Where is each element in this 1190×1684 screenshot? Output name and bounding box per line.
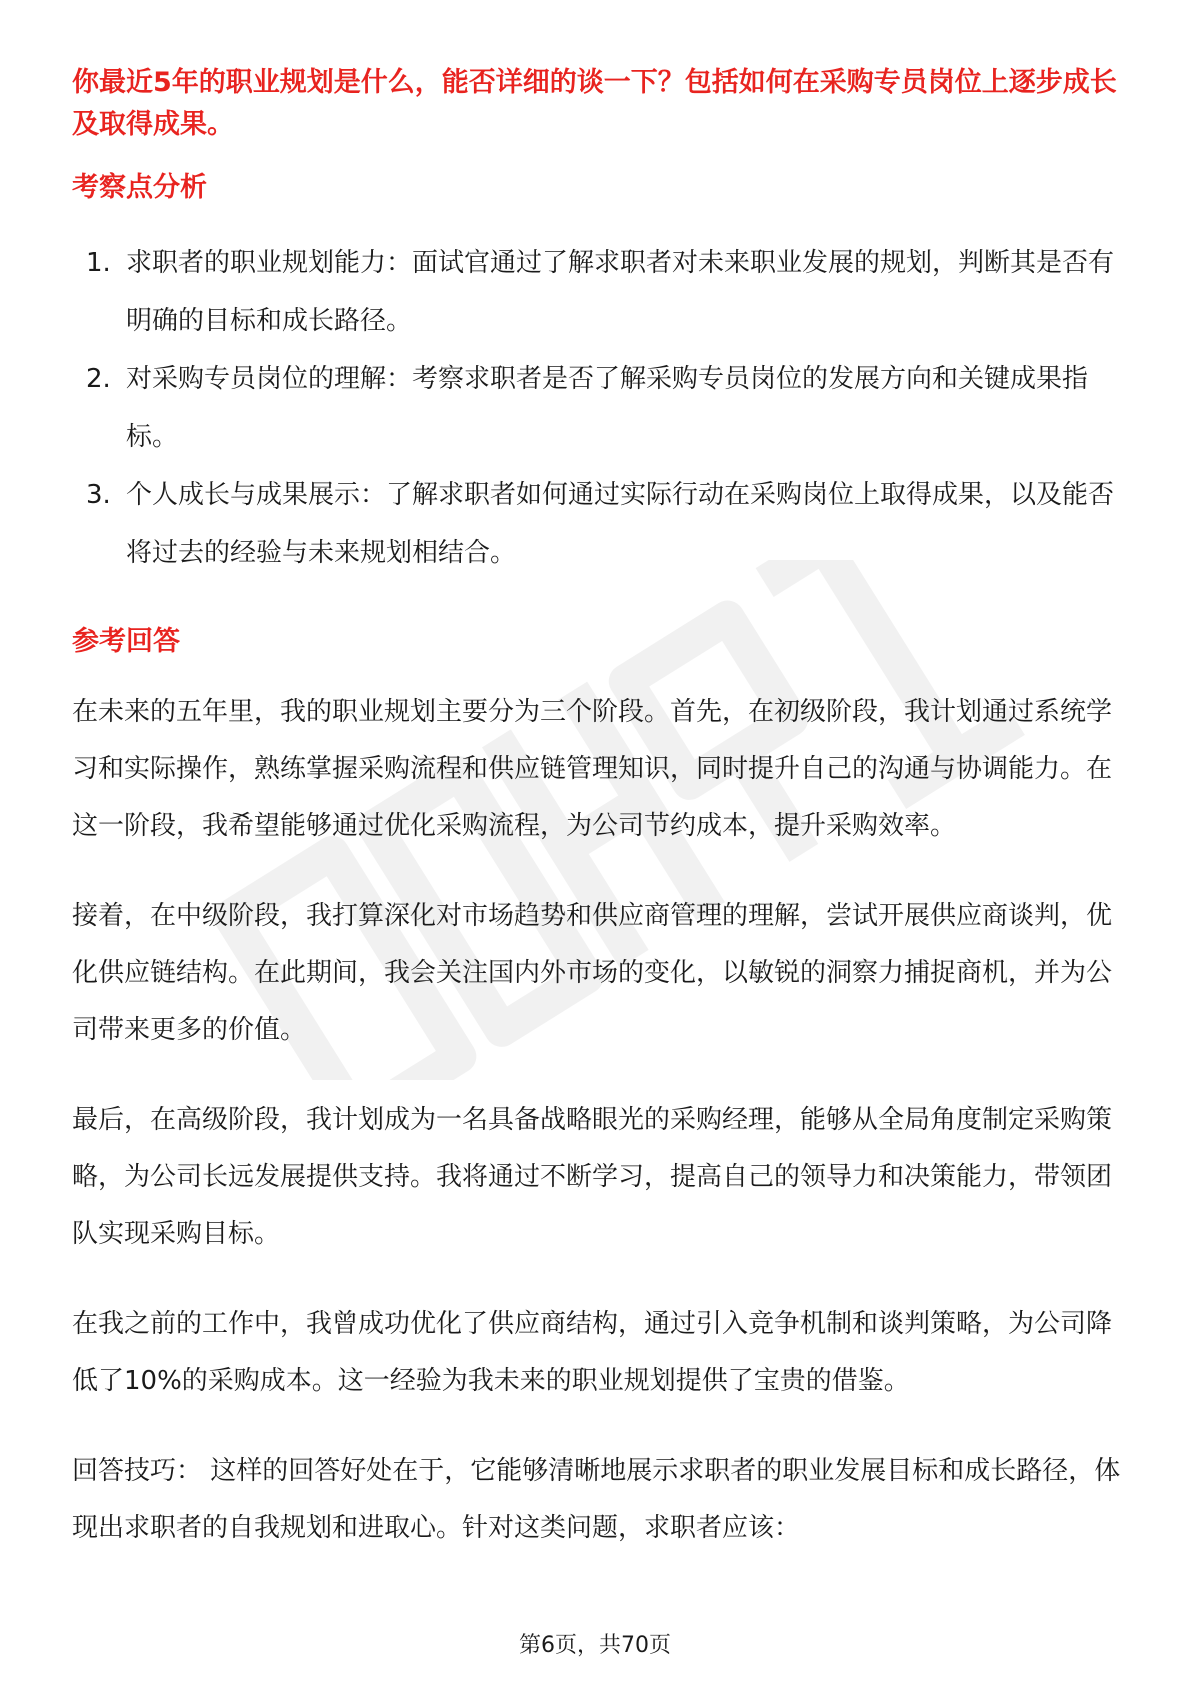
question-heading: 你最近5年的职业规划是什么，能否详细的谈一下？包括如何在采购专员岗位上逐步成长及取得成果。 — [72, 67, 1117, 140]
answer-paragraph: 最后，在高级阶段，我计划成为一名具备战略眼光的采购经理，能够从全局角度制定采购策略，为公司长远发展提供支持。我将通过不断学习，提高自己的领导力和决策能力，带领团队实现采购目标。 — [72, 1105, 1113, 1249]
document-content — [72, 62, 1122, 1557]
analysis-list — [72, 234, 1122, 582]
list-item — [72, 466, 1122, 582]
answer-paragraph: 在未来的五年里，我的职业规划主要分为三个阶段。首先，在初级阶段，我计划通过系统学习和实际操作，熟练掌握采购流程和供应链管理知识，同时提升自己的沟通与协调能力。在这一阶段，我希望能够通过优化采购流程，为公司节约成本，提升采购效率。 — [72, 697, 1113, 841]
answer-title: 参考回答 — [72, 626, 180, 657]
answer-paragraph: 在我之前的工作中，我曾成功优化了供应商结构，通过引入竞争机制和谈判策略，为公司降低了10%的采购成本。这一经验为我未来的职业规划提供了宝贵的借鉴。 — [72, 1309, 1113, 1396]
list-number: 1. — [86, 248, 111, 278]
list-number: 3. — [86, 480, 111, 510]
list-item — [72, 350, 1122, 466]
list-text: 求职者的职业规划能力：面试官通过了解求职者对未来职业发展的规划，判断其是否有明确的目标和成长路径。 — [126, 248, 1115, 336]
page-number: 第6页，共70页 — [519, 1633, 671, 1658]
list-number: 2. — [86, 364, 111, 394]
answer-paragraph: 接着，在中级阶段，我打算深化对市场趋势和供应商管理的理解，尝试开展供应商谈判，优化供应链结构。在此期间，我会关注国内外市场的变化，以敏锐的洞察力捕捉商机，并为公司带来更多的价值。 — [72, 901, 1113, 1045]
list-text: 个人成长与成果展示：了解求职者如何通过实际行动在采购岗位上取得成果，以及能否将过去的经验与未来规划相结合。 — [126, 480, 1115, 568]
analysis-title: 考察点分析 — [72, 172, 207, 203]
list-text: 对采购专员岗位的理解：考察求职者是否了解采购专员岗位的发展方向和关键成果指标。 — [126, 364, 1089, 452]
answer-tip-paragraph: 回答技巧： 这样的回答好处在于，它能够清晰地展示求职者的职业发展目标和成长路径，体现出求职者的自我规划和进取心。针对这类问题，求职者应该： — [72, 1456, 1121, 1543]
list-item — [72, 234, 1122, 350]
